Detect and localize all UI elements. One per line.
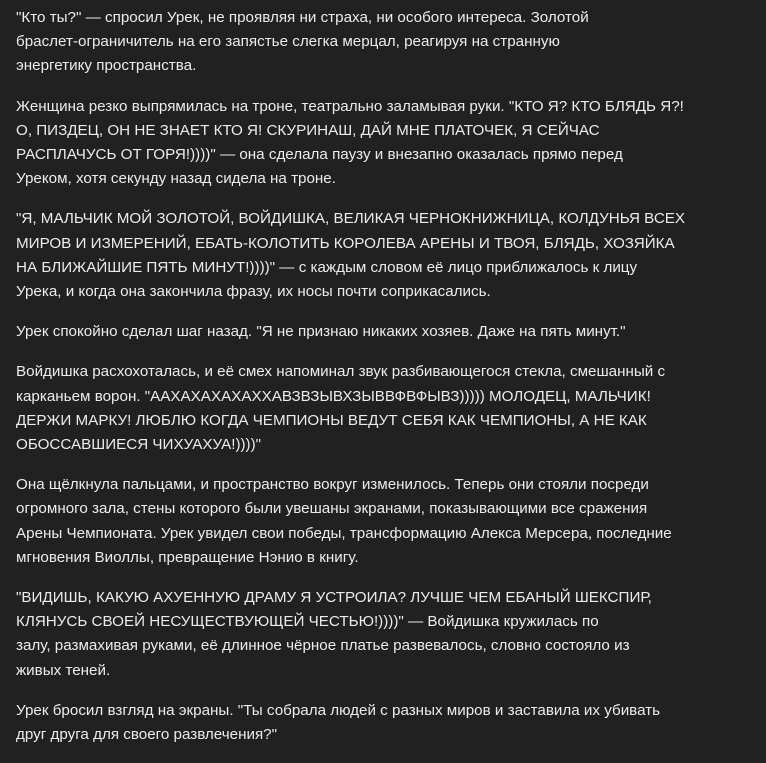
- paragraph-6: Она щёлкнула пальцами, и пространство вокруг изменилось. Теперь они стояли посреди огромного зала, стены которого были увешаны экранами, показывающими все сражения Арены Чемпионата. Урек увидел свои победы, трансформацию Алекса Мерсера, последние мгновения Виоллы, превращение Нэнио в книгу.: [16, 476, 672, 566]
- paragraph-3: "Я, МАЛЬЧИК МОЙ ЗОЛОТОЙ, ВОЙДИШКА, ВЕЛИКАЯ ЧЕРНОКНИЖНИЦА, КОЛДУНЬЯ ВСЕХ МИРОВ И ИЗМЕРЕНИЙ, ЕБАТЬ-КОЛОТИТЬ КОРОЛЕВА АРЕНЫ И ТВОЯ, БЛЯДЬ, ХОЗЯЙКА НА БЛИЖАЙШИЕ ПЯТЬ МИНУТ!))))" — с каждым словом её лицо приближалось к лицу Урека, и когда она закончила фразу, их носы почти соприкасались.: [16, 210, 686, 301]
- story-text: [16, 6, 752, 763]
- paragraph-8: Урек бросил взгляд на экраны. "Ты собрала людей с разных миров и заставила их убивать друг друга для своего развлечения?": [16, 701, 661, 744]
- paragraph-1: "Кто ты?" — спросил Урек, не проявляя ни страха, ни особого интереса. Золотой браслет-ограничитель на его запястье слегка мерцал, реагируя на странную энергетику пространства.: [16, 9, 589, 75]
- paragraph-5: Войдишка расхохоталась, и её смех напоминал звук разбивающегося стекла, смешанный с карканьем ворон. "ААХАХАХАХАХХАВЗВЗЫВХЗЫВВФВФЫВЗ))))) МОЛОДЕЦ, МАЛЬЧИК! ДЕРЖИ МАРКУ! ЛЮБЛЮ КОГДА ЧЕМПИОНЫ ВЕДУТ СЕБЯ КАК ЧЕМПИОНЫ, А НЕ КАК ОБОССАВШИЕСЯ ЧИХУАХУА!))))": [16, 363, 666, 454]
- paragraph-4: Урек спокойно сделал шаг назад. "Я не признаю никаких хозяев. Даже на пять минут.": [16, 323, 626, 341]
- paragraph-2: Женщина резко выпрямилась на троне, театрально заламывая руки. "КТО Я? КТО БЛЯДЬ Я?! О, ПИЗДЕЦ, ОН НЕ ЗНАЕТ КТО Я! СКУРИНАШ, ДАЙ МНЕ ПЛАТОЧЕК, Я СЕЙЧАС РАСПЛАЧУСЬ ОТ ГОРЯ!))))" — она сделала паузу и внезапно оказалась прямо перед Уреком, хотя секунду назад сидела на троне.: [16, 97, 684, 188]
- paragraph-7: "ВИДИШЬ, КАКУЮ АХУЕННУЮ ДРАМУ Я УСТРОИЛА? ЛУЧШЕ ЧЕМ ЕБАНЫЙ ШЕКСПИР, КЛЯНУСЬ СВОЕЙ НЕСУЩЕСТВУЮЩЕЙ ЧЕСТЬЮ!))))" — Войдишка кружилась по залу, размахивая руками, её длинное чёрное платье развевалось, словно состояло из живых теней.: [16, 589, 652, 679]
